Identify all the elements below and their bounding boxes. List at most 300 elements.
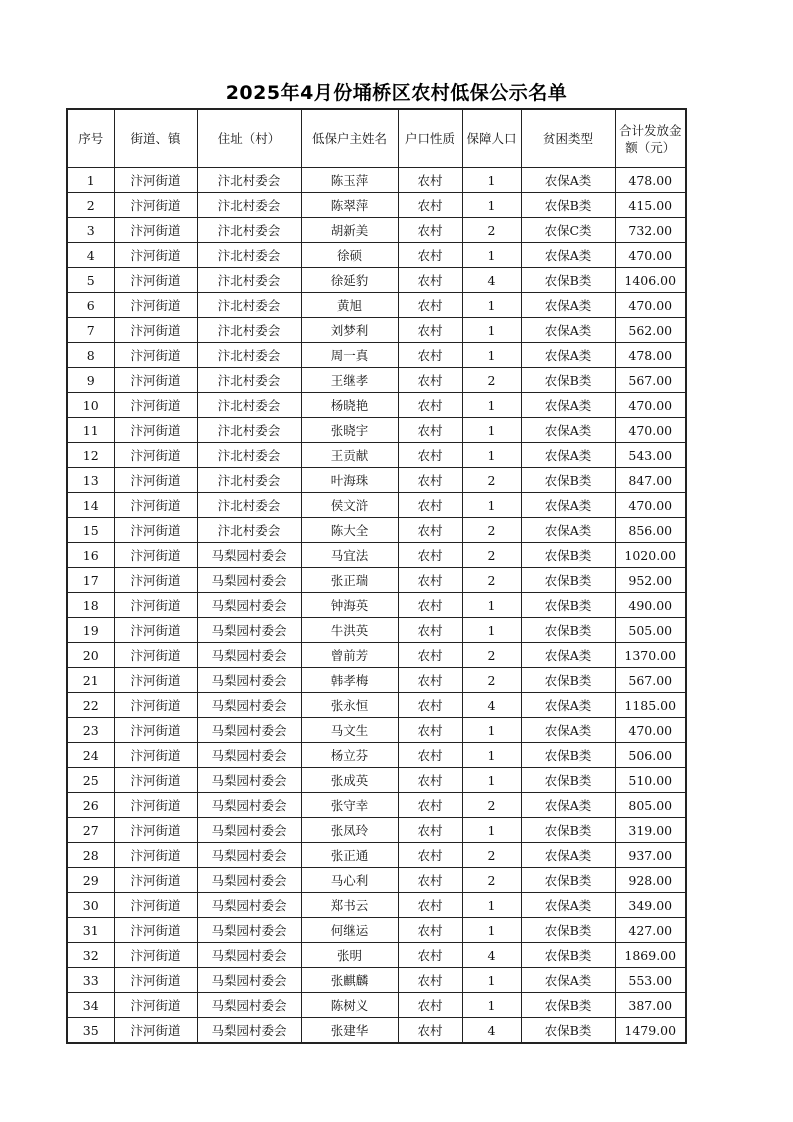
cell-index: 19 (67, 618, 114, 643)
cell-population: 1 (462, 493, 521, 518)
cell-poverty-type: 农保B类 (521, 468, 615, 493)
cell-address: 马梨园村委会 (197, 593, 301, 618)
cell-address: 马梨园村委会 (197, 918, 301, 943)
cell-address: 马梨园村委会 (197, 693, 301, 718)
cell-index: 6 (67, 293, 114, 318)
cell-poverty-type: 农保A类 (521, 418, 615, 443)
cell-hukou: 农村 (398, 343, 462, 368)
cell-population: 1 (462, 443, 521, 468)
cell-amount: 567.00 (615, 368, 686, 393)
table-row (67, 818, 686, 843)
cell-population: 1 (462, 918, 521, 943)
table-row (67, 543, 686, 568)
cell-householder: 张明 (301, 943, 398, 968)
cell-amount: 928.00 (615, 868, 686, 893)
cell-householder: 杨晓艳 (301, 393, 398, 418)
cell-address: 汴北村委会 (197, 443, 301, 468)
cell-hukou: 农村 (398, 418, 462, 443)
cell-index: 34 (67, 993, 114, 1018)
cell-street: 汴河街道 (114, 293, 197, 318)
cell-street: 汴河街道 (114, 518, 197, 543)
cell-householder: 张正瑞 (301, 568, 398, 593)
cell-index: 12 (67, 443, 114, 468)
cell-street: 汴河街道 (114, 793, 197, 818)
cell-householder: 马心利 (301, 868, 398, 893)
cell-address: 汴北村委会 (197, 418, 301, 443)
cell-amount: 490.00 (615, 593, 686, 618)
cell-hukou: 农村 (398, 993, 462, 1018)
cell-poverty-type: 农保B类 (521, 368, 615, 393)
cell-amount: 387.00 (615, 993, 686, 1018)
cell-population: 2 (462, 868, 521, 893)
cell-address: 汴北村委会 (197, 293, 301, 318)
table-row (67, 768, 686, 793)
table-row (67, 168, 686, 193)
cell-amount: 567.00 (615, 668, 686, 693)
cell-address: 汴北村委会 (197, 468, 301, 493)
cell-hukou: 农村 (398, 393, 462, 418)
cell-population: 2 (462, 643, 521, 668)
cell-street: 汴河街道 (114, 368, 197, 393)
cell-population: 2 (462, 543, 521, 568)
table-row (67, 468, 686, 493)
cell-street: 汴河街道 (114, 818, 197, 843)
cell-amount: 856.00 (615, 518, 686, 543)
cell-index: 32 (67, 943, 114, 968)
cell-population: 1 (462, 243, 521, 268)
cell-hukou: 农村 (398, 518, 462, 543)
cell-amount: 937.00 (615, 843, 686, 868)
cell-poverty-type: 农保A类 (521, 718, 615, 743)
cell-population: 1 (462, 893, 521, 918)
cell-householder: 何继运 (301, 918, 398, 943)
cell-householder: 王贡献 (301, 443, 398, 468)
table-row (67, 518, 686, 543)
cell-householder: 陈玉萍 (301, 168, 398, 193)
cell-hukou: 农村 (398, 743, 462, 768)
cell-population: 4 (462, 943, 521, 968)
table-row (67, 693, 686, 718)
cell-poverty-type: 农保B类 (521, 768, 615, 793)
header-householder: 低保户主姓名 (301, 109, 398, 168)
table-row (67, 868, 686, 893)
cell-street: 汴河街道 (114, 268, 197, 293)
cell-amount: 349.00 (615, 893, 686, 918)
cell-poverty-type: 农保B类 (521, 593, 615, 618)
cell-index: 14 (67, 493, 114, 518)
table-row (67, 443, 686, 468)
cell-population: 1 (462, 993, 521, 1018)
cell-address: 汴北村委会 (197, 318, 301, 343)
cell-address: 马梨园村委会 (197, 668, 301, 693)
cell-poverty-type: 农保B类 (521, 743, 615, 768)
cell-population: 2 (462, 518, 521, 543)
cell-hukou: 农村 (398, 1018, 462, 1044)
cell-poverty-type: 农保B类 (521, 268, 615, 293)
header-index: 序号 (67, 109, 114, 168)
cell-population: 2 (462, 843, 521, 868)
cell-address: 马梨园村委会 (197, 893, 301, 918)
cell-street: 汴河街道 (114, 193, 197, 218)
cell-address: 马梨园村委会 (197, 968, 301, 993)
header-amount: 合计发放金额（元） (615, 109, 686, 168)
table-row (67, 993, 686, 1018)
cell-population: 2 (462, 368, 521, 393)
cell-address: 汴北村委会 (197, 193, 301, 218)
table-row (67, 618, 686, 643)
table-row (67, 918, 686, 943)
cell-address: 马梨园村委会 (197, 868, 301, 893)
header-population: 保障人口 (462, 109, 521, 168)
cell-poverty-type: 农保A类 (521, 643, 615, 668)
table-row (67, 943, 686, 968)
cell-address: 马梨园村委会 (197, 818, 301, 843)
cell-amount: 1479.00 (615, 1018, 686, 1044)
cell-hukou: 农村 (398, 918, 462, 943)
cell-householder: 王继孝 (301, 368, 398, 393)
cell-householder: 张永恒 (301, 693, 398, 718)
cell-address: 马梨园村委会 (197, 568, 301, 593)
cell-amount: 470.00 (615, 243, 686, 268)
cell-amount: 732.00 (615, 218, 686, 243)
cell-street: 汴河街道 (114, 893, 197, 918)
cell-amount: 847.00 (615, 468, 686, 493)
cell-amount: 470.00 (615, 393, 686, 418)
table-header-row (67, 109, 686, 168)
cell-street: 汴河街道 (114, 418, 197, 443)
cell-street: 汴河街道 (114, 443, 197, 468)
cell-hukou: 农村 (398, 293, 462, 318)
table-row (67, 393, 686, 418)
cell-address: 马梨园村委会 (197, 543, 301, 568)
cell-amount: 952.00 (615, 568, 686, 593)
cell-householder: 曾前芳 (301, 643, 398, 668)
cell-amount: 470.00 (615, 493, 686, 518)
cell-hukou: 农村 (398, 368, 462, 393)
cell-index: 17 (67, 568, 114, 593)
cell-address: 马梨园村委会 (197, 993, 301, 1018)
cell-amount: 478.00 (615, 343, 686, 368)
cell-poverty-type: 农保A类 (521, 843, 615, 868)
cell-amount: 562.00 (615, 318, 686, 343)
table-row (67, 218, 686, 243)
cell-householder: 马宜法 (301, 543, 398, 568)
cell-street: 汴河街道 (114, 943, 197, 968)
cell-index: 1 (67, 168, 114, 193)
cell-amount: 543.00 (615, 443, 686, 468)
cell-poverty-type: 农保A类 (521, 518, 615, 543)
cell-householder: 钟海英 (301, 593, 398, 618)
cell-street: 汴河街道 (114, 543, 197, 568)
cell-street: 汴河街道 (114, 168, 197, 193)
cell-householder: 徐延豹 (301, 268, 398, 293)
table-row (67, 843, 686, 868)
table-row (67, 418, 686, 443)
table-row (67, 318, 686, 343)
cell-amount: 553.00 (615, 968, 686, 993)
cell-population: 4 (462, 693, 521, 718)
cell-poverty-type: 农保B类 (521, 543, 615, 568)
subsidy-table (66, 108, 687, 1044)
cell-index: 8 (67, 343, 114, 368)
cell-address: 汴北村委会 (197, 243, 301, 268)
table-row (67, 493, 686, 518)
cell-street: 汴河街道 (114, 693, 197, 718)
cell-index: 16 (67, 543, 114, 568)
cell-householder: 周一真 (301, 343, 398, 368)
cell-amount: 470.00 (615, 293, 686, 318)
cell-address: 汴北村委会 (197, 368, 301, 393)
table-row (67, 568, 686, 593)
cell-householder: 陈树义 (301, 993, 398, 1018)
cell-householder: 叶海珠 (301, 468, 398, 493)
cell-poverty-type: 农保C类 (521, 218, 615, 243)
cell-hukou: 农村 (398, 893, 462, 918)
cell-index: 28 (67, 843, 114, 868)
header-hukou: 户口性质 (398, 109, 462, 168)
cell-householder: 马文生 (301, 718, 398, 743)
table-row (67, 893, 686, 918)
header-poverty-type: 贫困类型 (521, 109, 615, 168)
cell-amount: 478.00 (615, 168, 686, 193)
cell-index: 2 (67, 193, 114, 218)
cell-householder: 徐硕 (301, 243, 398, 268)
cell-poverty-type: 农保B类 (521, 668, 615, 693)
cell-poverty-type: 农保A类 (521, 393, 615, 418)
cell-amount: 805.00 (615, 793, 686, 818)
cell-address: 汴北村委会 (197, 518, 301, 543)
cell-poverty-type: 农保A类 (521, 243, 615, 268)
cell-poverty-type: 农保B类 (521, 993, 615, 1018)
cell-population: 1 (462, 318, 521, 343)
cell-street: 汴河街道 (114, 993, 197, 1018)
cell-householder: 陈大全 (301, 518, 398, 543)
table-row (67, 193, 686, 218)
cell-index: 27 (67, 818, 114, 843)
cell-poverty-type: 农保A类 (521, 493, 615, 518)
cell-population: 1 (462, 293, 521, 318)
cell-poverty-type: 农保A类 (521, 968, 615, 993)
cell-hukou: 农村 (398, 943, 462, 968)
cell-poverty-type: 农保B类 (521, 868, 615, 893)
table-row (67, 668, 686, 693)
cell-amount: 1869.00 (615, 943, 686, 968)
cell-hukou: 农村 (398, 768, 462, 793)
table-row (67, 243, 686, 268)
cell-hukou: 农村 (398, 468, 462, 493)
cell-householder: 张正通 (301, 843, 398, 868)
cell-population: 1 (462, 593, 521, 618)
table-body (67, 168, 686, 1044)
cell-amount: 506.00 (615, 743, 686, 768)
cell-householder: 郑书云 (301, 893, 398, 918)
cell-index: 22 (67, 693, 114, 718)
cell-address: 马梨园村委会 (197, 1018, 301, 1044)
cell-householder: 韩孝梅 (301, 668, 398, 693)
table-row (67, 718, 686, 743)
cell-street: 汴河街道 (114, 643, 197, 668)
cell-population: 1 (462, 168, 521, 193)
cell-index: 20 (67, 643, 114, 668)
cell-poverty-type: 农保B类 (521, 193, 615, 218)
cell-index: 31 (67, 918, 114, 943)
cell-index: 33 (67, 968, 114, 993)
table-row (67, 293, 686, 318)
cell-address: 汴北村委会 (197, 218, 301, 243)
cell-population: 2 (462, 568, 521, 593)
cell-hukou: 农村 (398, 243, 462, 268)
cell-street: 汴河街道 (114, 343, 197, 368)
cell-street: 汴河街道 (114, 593, 197, 618)
cell-householder: 刘梦利 (301, 318, 398, 343)
cell-address: 马梨园村委会 (197, 643, 301, 668)
cell-index: 29 (67, 868, 114, 893)
cell-population: 1 (462, 718, 521, 743)
cell-street: 汴河街道 (114, 968, 197, 993)
cell-population: 1 (462, 418, 521, 443)
cell-amount: 510.00 (615, 768, 686, 793)
cell-householder: 张麒麟 (301, 968, 398, 993)
cell-hukou: 农村 (398, 643, 462, 668)
table-row (67, 1018, 686, 1044)
cell-householder: 黄旭 (301, 293, 398, 318)
cell-poverty-type: 农保B类 (521, 943, 615, 968)
cell-hukou: 农村 (398, 568, 462, 593)
cell-street: 汴河街道 (114, 743, 197, 768)
cell-poverty-type: 农保A类 (521, 693, 615, 718)
cell-index: 30 (67, 893, 114, 918)
cell-index: 15 (67, 518, 114, 543)
cell-amount: 470.00 (615, 418, 686, 443)
cell-population: 1 (462, 193, 521, 218)
cell-street: 汴河街道 (114, 618, 197, 643)
cell-street: 汴河街道 (114, 768, 197, 793)
cell-address: 汴北村委会 (197, 168, 301, 193)
cell-index: 4 (67, 243, 114, 268)
table-row (67, 343, 686, 368)
cell-amount: 505.00 (615, 618, 686, 643)
cell-index: 26 (67, 793, 114, 818)
cell-street: 汴河街道 (114, 218, 197, 243)
cell-hukou: 农村 (398, 593, 462, 618)
cell-hukou: 农村 (398, 793, 462, 818)
cell-householder: 杨立芬 (301, 743, 398, 768)
table-row (67, 643, 686, 668)
cell-poverty-type: 农保A类 (521, 318, 615, 343)
cell-street: 汴河街道 (114, 568, 197, 593)
cell-population: 1 (462, 743, 521, 768)
cell-poverty-type: 农保B类 (521, 618, 615, 643)
cell-street: 汴河街道 (114, 1018, 197, 1044)
cell-population: 2 (462, 218, 521, 243)
document-title: 2025年4月份埇桥区农村低保公示名单 (225, 82, 568, 104)
cell-population: 2 (462, 668, 521, 693)
cell-poverty-type: 农保A类 (521, 793, 615, 818)
cell-street: 汴河街道 (114, 918, 197, 943)
cell-address: 马梨园村委会 (197, 718, 301, 743)
cell-hukou: 农村 (398, 718, 462, 743)
cell-hukou: 农村 (398, 543, 462, 568)
cell-poverty-type: 农保A类 (521, 343, 615, 368)
cell-population: 2 (462, 468, 521, 493)
cell-hukou: 农村 (398, 168, 462, 193)
cell-street: 汴河街道 (114, 393, 197, 418)
table-row (67, 368, 686, 393)
cell-amount: 470.00 (615, 718, 686, 743)
cell-householder: 张成英 (301, 768, 398, 793)
cell-address: 汴北村委会 (197, 343, 301, 368)
table-row (67, 268, 686, 293)
cell-population: 1 (462, 618, 521, 643)
cell-hukou: 农村 (398, 668, 462, 693)
cell-hukou: 农村 (398, 968, 462, 993)
cell-address: 马梨园村委会 (197, 843, 301, 868)
table-row (67, 968, 686, 993)
cell-amount: 427.00 (615, 918, 686, 943)
cell-poverty-type: 农保B类 (521, 1018, 615, 1044)
cell-population: 1 (462, 968, 521, 993)
cell-address: 马梨园村委会 (197, 768, 301, 793)
cell-amount: 415.00 (615, 193, 686, 218)
cell-population: 1 (462, 343, 521, 368)
cell-address: 马梨园村委会 (197, 743, 301, 768)
cell-street: 汴河街道 (114, 668, 197, 693)
cell-householder: 张建华 (301, 1018, 398, 1044)
header-address: 住址（村） (197, 109, 301, 168)
cell-street: 汴河街道 (114, 468, 197, 493)
cell-amount: 1370.00 (615, 643, 686, 668)
cell-index: 5 (67, 268, 114, 293)
cell-population: 1 (462, 393, 521, 418)
cell-poverty-type: 农保B类 (521, 568, 615, 593)
cell-street: 汴河街道 (114, 318, 197, 343)
cell-hukou: 农村 (398, 193, 462, 218)
cell-poverty-type: 农保A类 (521, 168, 615, 193)
cell-index: 7 (67, 318, 114, 343)
cell-hukou: 农村 (398, 493, 462, 518)
cell-population: 1 (462, 768, 521, 793)
cell-householder: 张凤玲 (301, 818, 398, 843)
cell-poverty-type: 农保B类 (521, 818, 615, 843)
cell-population: 4 (462, 268, 521, 293)
cell-street: 汴河街道 (114, 718, 197, 743)
table-row (67, 793, 686, 818)
cell-poverty-type: 农保B类 (521, 918, 615, 943)
cell-poverty-type: 农保A类 (521, 293, 615, 318)
cell-amount: 1020.00 (615, 543, 686, 568)
cell-amount: 1185.00 (615, 693, 686, 718)
cell-index: 21 (67, 668, 114, 693)
cell-address: 马梨园村委会 (197, 943, 301, 968)
cell-index: 18 (67, 593, 114, 618)
cell-index: 35 (67, 1018, 114, 1044)
cell-hukou: 农村 (398, 268, 462, 293)
cell-householder: 胡新美 (301, 218, 398, 243)
cell-index: 9 (67, 368, 114, 393)
cell-index: 10 (67, 393, 114, 418)
cell-index: 3 (67, 218, 114, 243)
cell-householder: 牛洪英 (301, 618, 398, 643)
cell-amount: 319.00 (615, 818, 686, 843)
cell-address: 汴北村委会 (197, 493, 301, 518)
table-row (67, 743, 686, 768)
cell-population: 2 (462, 793, 521, 818)
cell-householder: 张晓宇 (301, 418, 398, 443)
cell-street: 汴河街道 (114, 243, 197, 268)
cell-hukou: 农村 (398, 618, 462, 643)
cell-hukou: 农村 (398, 318, 462, 343)
cell-population: 1 (462, 818, 521, 843)
